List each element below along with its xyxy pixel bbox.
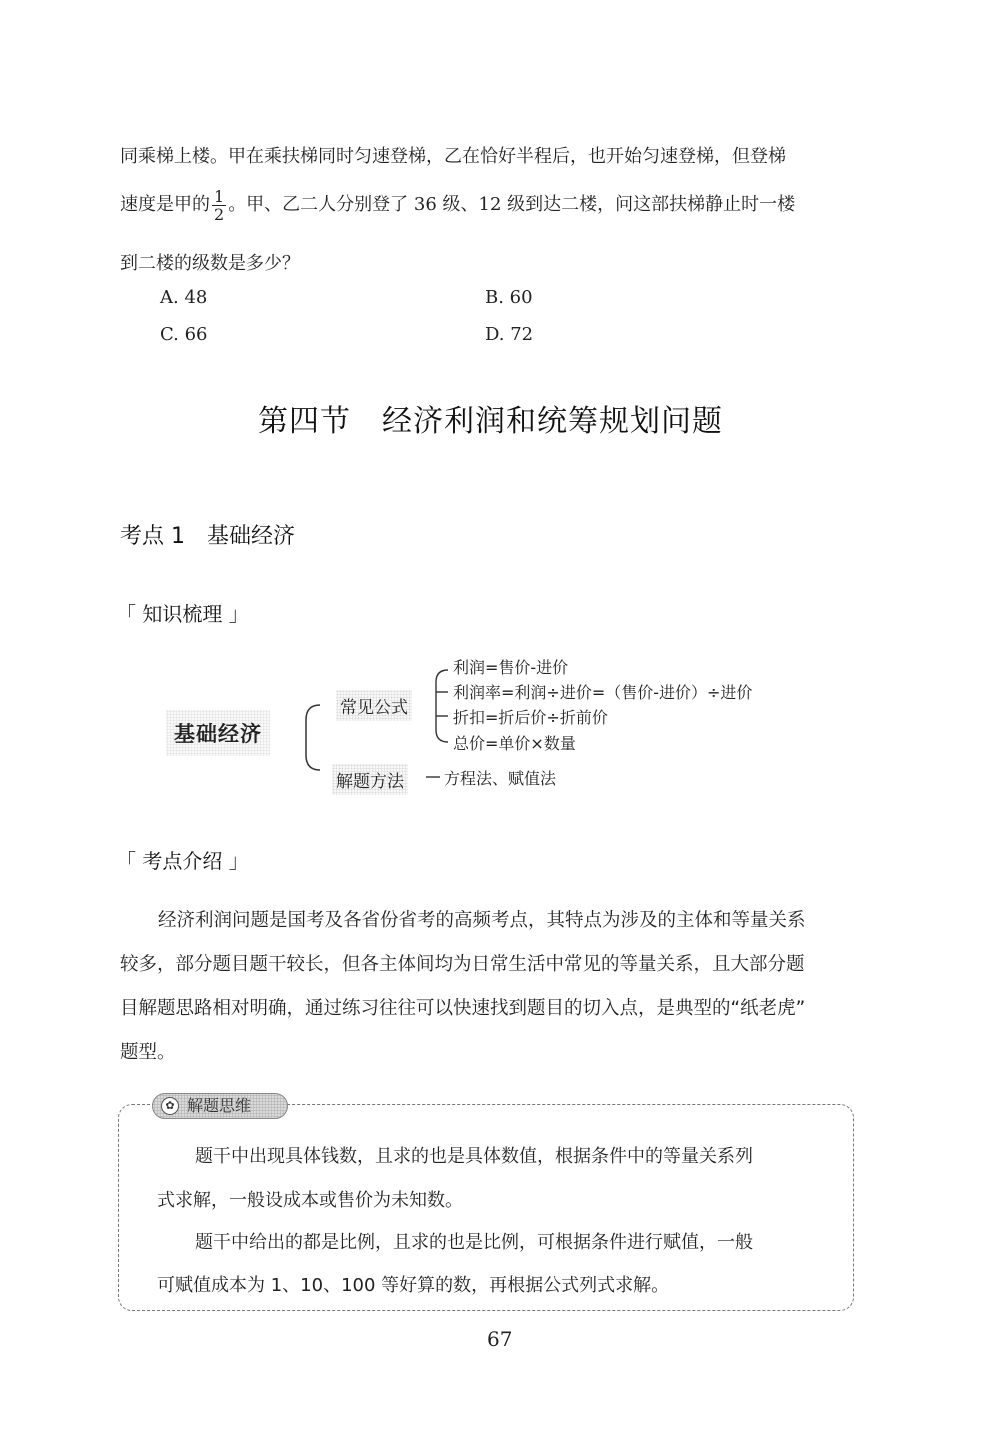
knowledge-heading: 「 知识梳理 」 xyxy=(116,602,249,626)
intro-line-2: 较多，部分题目题干较长，但各主体间均为日常生活中常见的等量关系，且大部分题 xyxy=(120,954,805,975)
flower-icon: ✿ xyxy=(161,1097,179,1115)
question-line-3: 到二楼的级数是多少？ xyxy=(120,253,300,274)
intro-heading: 「 考点介绍 」 xyxy=(116,849,249,873)
tip-line-4: 可赋值成本为 1、10、100 等好算的数，再根据公式列式求解。 xyxy=(157,1275,670,1296)
root-brace xyxy=(306,705,320,770)
intro-line-1: 经济利润问题是国考及各省份省考的高频考点，其特点为涉及的主体和等量关系 xyxy=(158,910,806,931)
question-line-2-before: 速度是甲的 xyxy=(120,194,210,215)
kaodian-title: 考点 1 基础经济 xyxy=(120,524,295,549)
question-line-2-after: 。甲、乙二人分别登了 36 级、12 级到达二楼，问这部扶梯静止时一楼 xyxy=(228,194,796,215)
tip-label-text: 解题思维 xyxy=(187,1096,252,1115)
formula-profit-rate: 利润率=利润÷进价=（售价-进价）÷进价 xyxy=(453,683,753,702)
intro-line-3: 目解题思路相对明确，通过练习往往可以快速找到题目的切入点，是典型的“纸老虎” xyxy=(120,998,806,1019)
question-line-1: 同乘梯上楼。甲在乘扶梯同时匀速登梯，乙在恰好半程后，也开始匀速登梯，但登梯 xyxy=(120,146,786,167)
tip-line-3: 题干中给出的都是比例，且求的也是比例，可根据条件进行赋值，一般 xyxy=(195,1232,753,1253)
fraction-numerator: 1 xyxy=(214,186,225,206)
formula-profit: 利润=售价-进价 xyxy=(453,658,569,677)
question-line-2 xyxy=(120,186,795,224)
mindmap-root: 基础经济 xyxy=(166,710,270,756)
intro-line-4: 题型。 xyxy=(120,1042,176,1063)
fraction-one-half xyxy=(212,188,226,223)
formula-brace xyxy=(436,670,448,742)
option-b: B. 60 xyxy=(485,287,533,308)
tip-line-2: 式求解，一般设成本或售价为未知数。 xyxy=(157,1190,463,1211)
formula-total-price: 总价=单价×数量 xyxy=(453,734,576,753)
mindmap-branch-formulas: 常见公式 xyxy=(336,690,412,721)
option-a: A. 48 xyxy=(160,287,208,308)
method-list: 方程法、赋值法 xyxy=(444,769,557,788)
option-c: C. 66 xyxy=(160,324,208,345)
fraction-denominator: 2 xyxy=(214,204,225,224)
formula-discount: 折扣=折后价÷折前价 xyxy=(453,708,608,727)
mindmap-branch-methods: 解题方法 xyxy=(332,764,408,795)
section-title: 第四节 经济利润和统筹规划问题 xyxy=(258,404,723,439)
page-number: 67 xyxy=(487,1327,513,1351)
option-d: D. 72 xyxy=(485,324,534,345)
tip-label xyxy=(152,1093,288,1119)
tip-line-1: 题干中出现具体钱数，且求的也是具体数值，根据条件中的等量关系列 xyxy=(195,1146,753,1167)
